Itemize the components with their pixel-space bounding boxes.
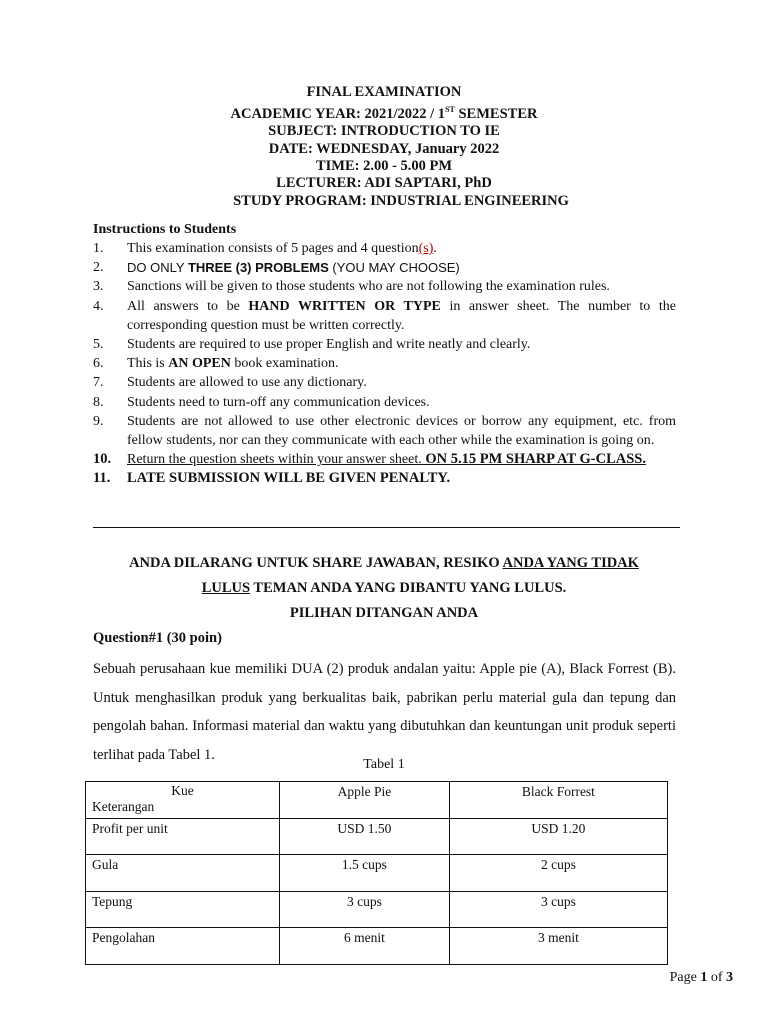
instructions-title: Instructions to Students [93, 222, 237, 237]
page-total: 3 [726, 970, 733, 985]
instruction-item: 7. Students are allowed to use any dictionary. [93, 375, 367, 391]
column-header: Black Forrest [449, 782, 667, 819]
table-cell: 3 cups [280, 891, 450, 928]
row-label: Profit per unit [86, 818, 280, 855]
header-date: DATE: WEDNESDAY, January 2022 [268, 140, 500, 157]
table-cell: 1.5 cups [280, 855, 450, 892]
header-subject: SUBJECT: INTRODUCTION TO IE [268, 123, 500, 140]
warning-line-2: LULUS TEMAN ANDA YANG DIBANTU YANG LULUS. [201, 580, 567, 596]
table-row [86, 855, 668, 892]
question-1-body: Sebuah perusahaan kue memiliki DUA (2) produk andalan yaitu: Apple pie (A), Black Forrest (B). Untuk menghasilkan produk yang berkualitas baik, pabrikan perlu material gula dan tepung dan pengolah bahan. Informasi material dan waktu yang dibutuhkan dan keuntungan unit produk seperti terlihat pada Tabel 1. [93, 661, 676, 763]
divider [93, 527, 680, 528]
warning-line-3: PILIHAN DITANGAN ANDA [289, 605, 479, 621]
column-header: Apple Pie [280, 782, 450, 819]
instruction-item: 3. Sanctions will be given to those students who are not following the examination rules. [93, 279, 610, 295]
page-footer: Page 1 of 3 [669, 970, 733, 985]
table-cell: 3 cups [449, 891, 667, 928]
table-cell: 6 menit [280, 928, 450, 965]
instruction-item: 6. This is AN OPEN book examination. [93, 356, 339, 372]
instruction-item: 8. Students need to turn-off any communication devices. [93, 394, 430, 410]
instruction-item: 10. Return the question sheets within your answer sheet. ON 5.15 PM SHARP AT G-CLASS. [93, 451, 646, 468]
instruction-item: 2. DO ONLY THREE (3) PROBLEMS (YOU MAY CHOOSE) [93, 260, 460, 276]
row-label: Gula [86, 855, 280, 892]
instruction-item: 11. LATE SUBMISSION WILL BE GIVEN PENALTY. [93, 470, 451, 487]
header-study-program: STUDY PROGRAM: INDUSTRIAL ENGINEERING [233, 192, 569, 209]
header-time: TIME: 2.00 - 5.00 PM [315, 158, 453, 175]
row-label: Pengolahan [86, 928, 280, 965]
table-cell: USD 1.20 [449, 818, 667, 855]
table-corner-cell: Kue Keterangan [86, 782, 280, 819]
instruction-item: 4. All answers to be HAND WRITTEN OR TYPE in answer sheet. The number to the corresponding question must be written correctly. [93, 298, 676, 333]
table-row [86, 818, 668, 855]
table-cell: USD 1.50 [280, 818, 450, 855]
table-cell: 3 menit [449, 928, 667, 965]
table-cell: 2 cups [449, 855, 667, 892]
exam-header [0, 84, 768, 210]
instruction-item: 5. Students are required to use proper English and write neatly and clearly. [93, 337, 531, 353]
table-row [86, 928, 668, 965]
instruction-item: 1. This examination consists of 5 pages and 4 question(s). [93, 241, 437, 256]
question-1-title: Question#1 (30 poin) [93, 630, 222, 646]
table-header-row [86, 782, 668, 819]
header-lecturer: LECTURER: ADI SAPTARI, PhD [276, 175, 492, 192]
page-number: 1 [700, 970, 708, 985]
instruction-item: 9. Students are not allowed to use other electronic devices or borrow any equipment, etc. from fellow students, nor can they communicate with each other while the examination is going on. [93, 413, 676, 449]
instructions-list [93, 239, 676, 489]
header-academic-year: ACADEMIC YEAR: 2021/2022 / 1ST SEMESTER [230, 105, 538, 123]
row-label: Tepung [86, 891, 280, 928]
table-1 [85, 781, 668, 965]
warning-line-1: ANDA DILARANG UNTUK SHARE JAWABAN, RESIKO ANDA YANG TIDAK [129, 555, 639, 571]
header-title: FINAL EXAMINATION [306, 84, 462, 100]
table-row [86, 891, 668, 928]
table-caption: Tabel 1 [363, 757, 405, 772]
